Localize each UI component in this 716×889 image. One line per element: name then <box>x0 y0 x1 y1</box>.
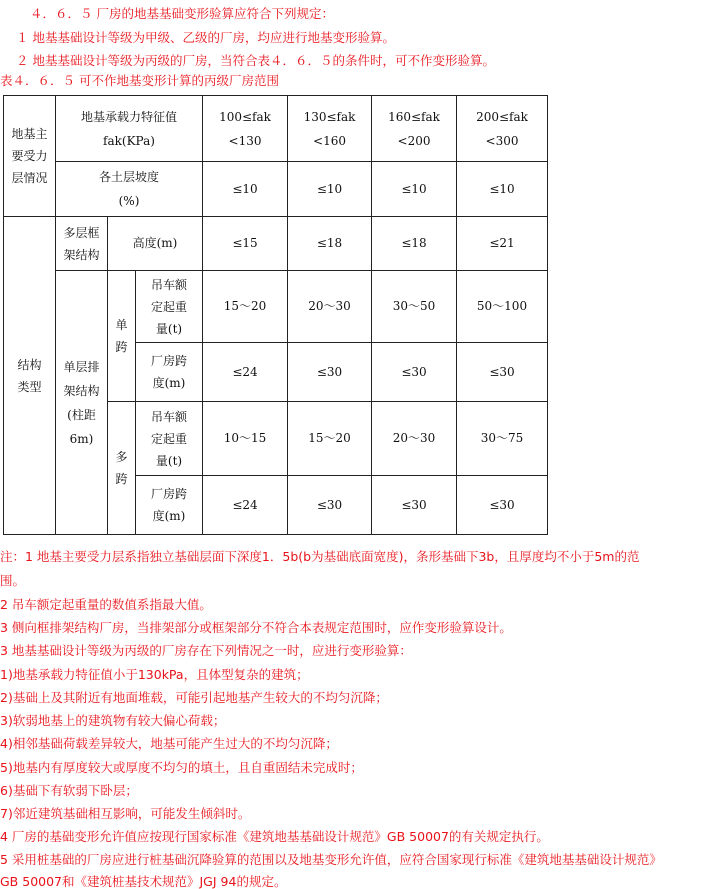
span-value: ≤30 <box>372 476 457 535</box>
note-3: 3 侧向框排架结构厂房，当排架部分或框架部分不符合本表规定范围时，应作变形验算设计。 <box>0 620 512 635</box>
rule-5: 5 采用桩基础的厂房应进行桩基础沉降验算的范围以及地基变形允许值，应符合国家现行标准《建筑地基基础设计规范》 <box>0 852 662 867</box>
header-struct-type: 结构类型 <box>4 217 56 535</box>
rule-1: １ 地基基础设计等级为甲级、乙级的厂房，均应进行地基变形验算。 <box>16 30 395 45</box>
header-slope: 各土层坡度 (%) <box>56 162 203 217</box>
bearing-range: 160≤fak <200 <box>372 96 457 162</box>
crane-value: 50～100 <box>457 271 548 343</box>
condition-4: 4)相邻基础荷载差异较大，地基可能产生过大的不均匀沉降； <box>0 736 338 751</box>
rule-5-cont: GB 50007和《建筑桩基技术规范》JGJ 94的规定。 <box>0 874 287 889</box>
section-heading: ４．６．５ 厂房的地基基础变形验算应符合下列规定： <box>30 6 334 21</box>
bearing-range: 200≤fak <300 <box>457 96 548 162</box>
condition-5: 5)地基内有厚度较大或厚度不均匀的填土，且自重固结未完成时； <box>0 760 363 775</box>
crane-value: 30～50 <box>372 271 457 343</box>
header-multi-frame: 多层框架结构 <box>56 217 108 271</box>
condition-1: 1)地基承载力特征值小于130kPa，且体型复杂的建筑； <box>0 667 309 682</box>
header-crane: 吊车额定起重量(t) <box>136 271 203 343</box>
condition-2: 2)基础上及其附近有地面堆载，可能引起地基产生较大的不均匀沉降； <box>0 690 388 705</box>
height-value: ≤18 <box>288 217 372 271</box>
height-value: ≤21 <box>457 217 548 271</box>
note-1: 注：1 地基主要受力层系指独立基础层面下深度1．5b(b为基础底面宽度)，条形基础下3b，且厚度均不小于5m的范 <box>0 549 640 564</box>
note-1-cont: 围。 <box>0 573 26 588</box>
span-value: ≤24 <box>203 476 288 535</box>
crane-value: 30～75 <box>457 402 548 476</box>
height-value: ≤18 <box>372 217 457 271</box>
header-height: 高度(m) <box>108 217 203 271</box>
rule-3: 3 地基基础设计等级为丙级的厂房存在下列情况之一时，应进行变形验算： <box>0 643 412 658</box>
crane-value: 15～20 <box>288 402 372 476</box>
crane-value: 10～15 <box>203 402 288 476</box>
header-bearing: 地基承载力特征值 fak(KPa) <box>56 96 203 162</box>
spec-table <box>3 95 548 535</box>
condition-3: 3)软弱地基上的建筑物有较大偏心荷载； <box>0 713 226 728</box>
crane-value: 20～30 <box>288 271 372 343</box>
header-main-soil: 地基主要受力层情况 <box>4 96 56 217</box>
crane-value: 15～20 <box>203 271 288 343</box>
header-span: 厂房跨度(m) <box>136 343 203 402</box>
bearing-range: 130≤fak <160 <box>288 96 372 162</box>
slope-value: ≤10 <box>457 162 548 217</box>
bearing-range: 100≤fak <130 <box>203 96 288 162</box>
header-crane: 吊车额定起重量(t) <box>136 402 203 476</box>
header-single-span: 单跨 <box>108 271 136 402</box>
span-value: ≤24 <box>203 343 288 402</box>
crane-value: 20～30 <box>372 402 457 476</box>
height-value: ≤15 <box>203 217 288 271</box>
slope-value: ≤10 <box>288 162 372 217</box>
table-caption: 表４．６．５ 可不作地基变形计算的丙级厂房范围 <box>0 73 279 88</box>
rule-4: 4 厂房的基础变形允许值应按现行国家标准《建筑地基基础设计规范》GB 50007的有关规定执行。 <box>0 829 549 844</box>
span-value: ≤30 <box>457 476 548 535</box>
span-value: ≤30 <box>457 343 548 402</box>
rule-2: ２ 地基基础设计等级为丙级的厂房，当符合表４．６．５的条件时，可不作变形验算。 <box>16 53 495 68</box>
condition-6: 6)基础下有软弱下卧层； <box>0 783 138 798</box>
slope-value: ≤10 <box>372 162 457 217</box>
header-multi-span: 多跨 <box>108 402 136 535</box>
span-value: ≤30 <box>372 343 457 402</box>
condition-7: 7)邻近建筑基础相互影响，可能发生倾斜时。 <box>0 806 251 821</box>
header-span: 厂房跨度(m) <box>136 476 203 535</box>
span-value: ≤30 <box>288 476 372 535</box>
header-single-bent: 单层排架结构 (柱距 6m) <box>56 271 108 535</box>
note-2: 2 吊车额定起重量的数值系指最大值。 <box>0 597 212 612</box>
span-value: ≤30 <box>288 343 372 402</box>
slope-value: ≤10 <box>203 162 288 217</box>
